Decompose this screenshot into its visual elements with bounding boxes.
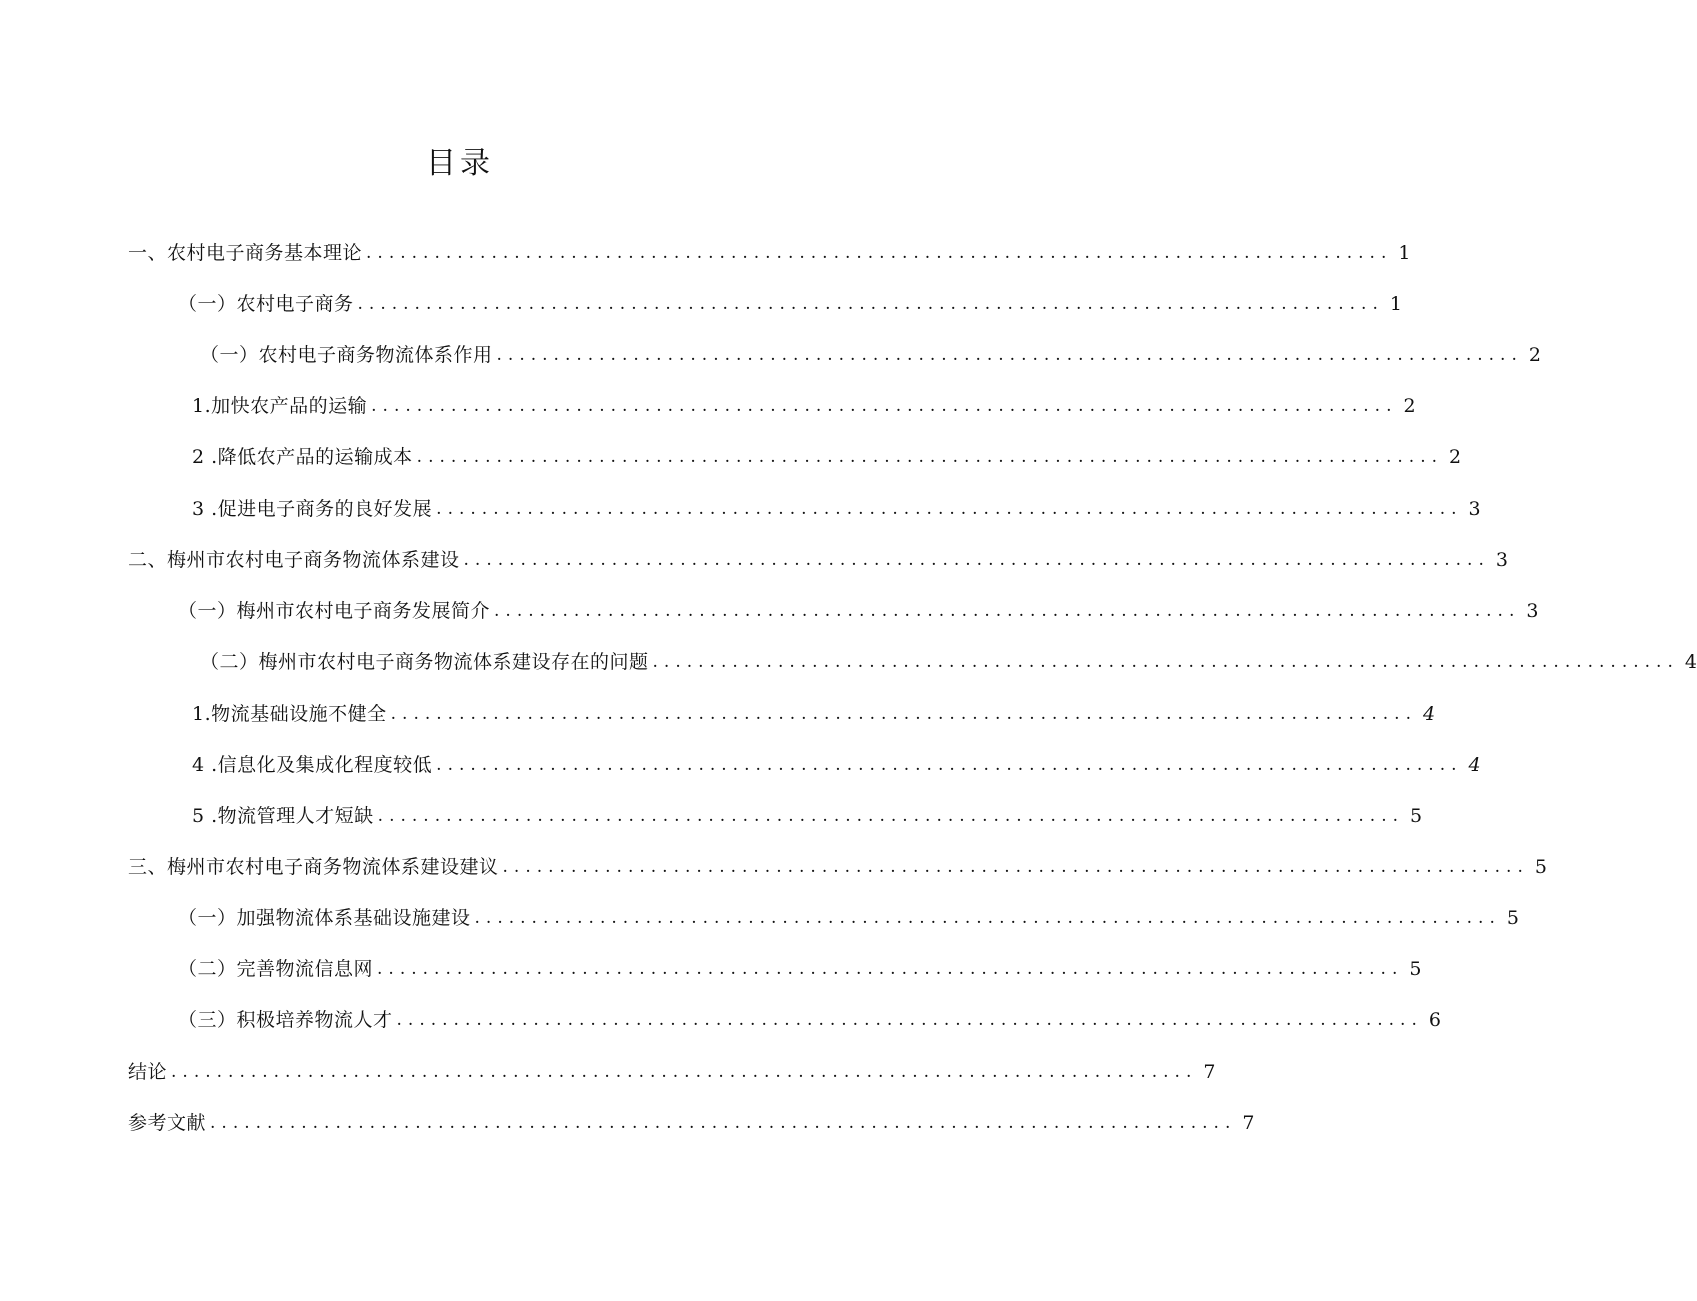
toc-entry-text: 3 .促进电子商务的良好发展 — [192, 498, 433, 520]
toc-page-number: 4 — [1422, 703, 1436, 725]
toc-dot-leader: .......................................................................................... — [652, 652, 1679, 672]
toc-entry[interactable] — [192, 750, 1481, 780]
toc-entry[interactable] — [192, 699, 1436, 729]
toc-dot-leader: .......................................................................................... — [474, 908, 1501, 928]
toc-page-number: 2 — [1528, 344, 1541, 366]
toc-page-number: 4 — [1468, 754, 1481, 776]
toc-entry[interactable] — [178, 596, 1539, 626]
toc-entry-text: （二）完善物流信息网 — [178, 958, 374, 980]
toc-entry[interactable] — [128, 1108, 1255, 1138]
toc-entry-text: （一）梅州市农村电子商务发展简介 — [178, 600, 491, 622]
toc-page-number: 6 — [1428, 1009, 1441, 1031]
toc-dot-leader: .......................................................................................... — [371, 396, 1398, 416]
toc-entry-text: 2 .降低农产品的运输成本 — [192, 446, 413, 468]
toc-page-number: 7 — [1242, 1112, 1255, 1134]
toc-page-number: 7 — [1203, 1061, 1216, 1083]
toc-entry-text: （一）农村电子商务物流体系作用 — [200, 344, 493, 366]
toc-entry[interactable] — [128, 545, 1508, 575]
toc-dot-leader: .......................................................................................... — [357, 294, 1384, 314]
toc-dot-leader: .......................................................................................... — [436, 755, 1463, 775]
toc-entry[interactable] — [192, 494, 1481, 524]
toc-entry[interactable] — [200, 340, 1541, 370]
document-title: 目录 — [426, 146, 494, 181]
toc-dot-leader: .......................................................................................... — [494, 601, 1521, 621]
toc-entry-text: （一）农村电子商务 — [178, 293, 354, 315]
toc-page-number: 1 — [1389, 293, 1402, 315]
toc-page-number: 5 — [1534, 856, 1547, 878]
toc-entry[interactable] — [128, 852, 1547, 882]
toc-entry-text: 参考文献 — [128, 1112, 207, 1134]
toc-entry[interactable] — [192, 442, 1462, 472]
toc-dot-leader: .......................................................................................... — [377, 959, 1404, 979]
toc-entry-text: 一、农村电子商务基本理论 — [128, 242, 363, 264]
toc-entry[interactable] — [200, 647, 1697, 677]
toc-page-number: 3 — [1495, 549, 1508, 571]
toc-entry[interactable] — [178, 1005, 1441, 1035]
toc-entry-text: 二、梅州市农村电子商务物流体系建设 — [128, 549, 460, 571]
toc-entry-text: 1.加快农产品的运输 — [192, 395, 368, 417]
toc-page-number: 4 — [1684, 651, 1697, 673]
toc-dot-leader: .......................................................................................... — [210, 1113, 1237, 1133]
toc-page-number: 2 — [1449, 446, 1462, 468]
toc-page-number: 3 — [1468, 498, 1481, 520]
toc-entry[interactable] — [178, 954, 1422, 984]
toc-entry[interactable] — [192, 801, 1423, 831]
toc-dot-leader: .......................................................................................... — [463, 550, 1490, 570]
toc-entry-text: 5 .物流管理人才短缺 — [192, 805, 374, 827]
toc-page-number: 1 — [1398, 242, 1411, 264]
toc-dot-leader: .......................................................................................... — [366, 243, 1393, 263]
toc-entry-text: 三、梅州市农村电子商务物流体系建设建议 — [128, 856, 499, 878]
toc-entry-text: 1.物流基础设施不健全 — [192, 703, 387, 725]
toc-page-number: 3 — [1526, 600, 1539, 622]
toc-entry-text: （一）加强物流体系基础设施建设 — [178, 907, 471, 929]
toc-dot-leader: .......................................................................................... — [502, 857, 1529, 877]
toc-dot-leader: .......................................................................................... — [416, 447, 1444, 467]
toc-dot-leader: .......................................................................................... — [377, 806, 1405, 826]
toc-entry[interactable] — [178, 289, 1402, 319]
toc-page-number: 5 — [1410, 805, 1423, 827]
toc-page-number: 5 — [1506, 907, 1519, 929]
toc-entry[interactable] — [128, 238, 1411, 268]
toc-dot-leader: .......................................................................................... — [436, 499, 1463, 519]
toc-entry-text: （三）积极培养物流人才 — [178, 1009, 393, 1031]
toc-dot-leader: .......................................................................................... — [390, 704, 1417, 724]
toc-page-number: 5 — [1409, 958, 1422, 980]
toc-entry-text: （二）梅州市农村电子商务物流体系建设存在的问题 — [200, 651, 649, 673]
toc-entry-text: 结论 — [128, 1061, 168, 1083]
toc-dot-leader: .......................................................................................... — [496, 345, 1523, 365]
toc-entry[interactable] — [178, 903, 1519, 933]
toc-entry-text: 4 .信息化及集成化程度较低 — [192, 754, 433, 776]
toc-entry[interactable] — [128, 1057, 1216, 1087]
toc-dot-leader: .......................................................................................... — [396, 1010, 1423, 1030]
toc-page-number: 2 — [1403, 395, 1416, 417]
toc-dot-leader: .......................................................................................... — [171, 1062, 1198, 1082]
toc-entry[interactable] — [192, 391, 1416, 421]
